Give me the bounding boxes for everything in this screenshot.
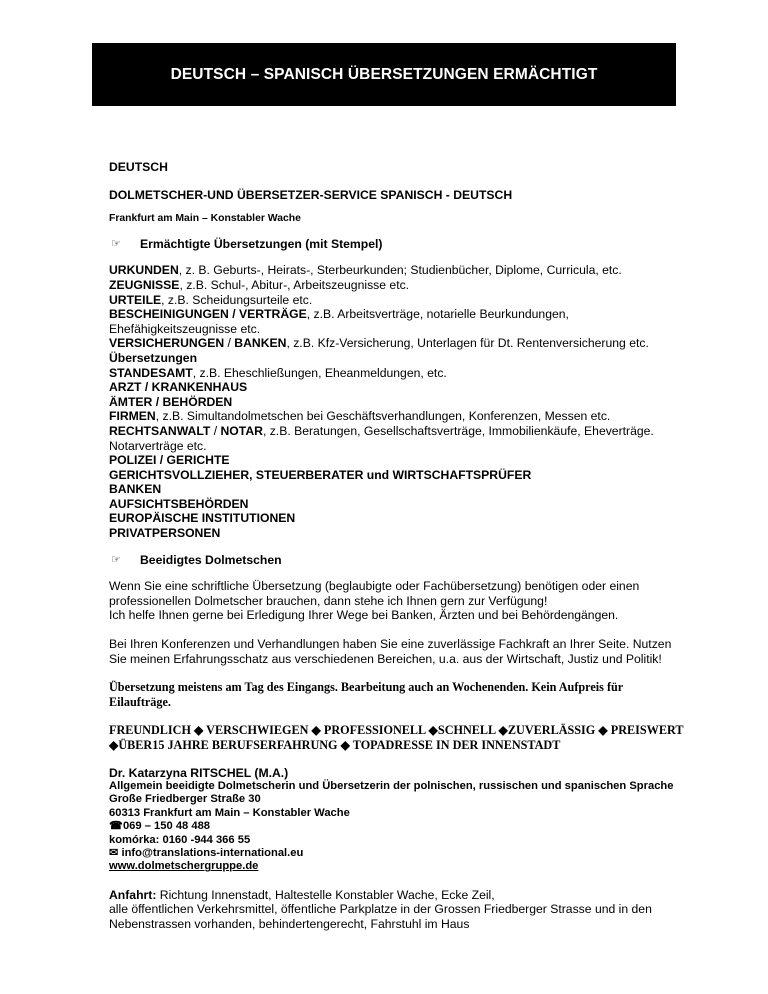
features-line: FREUNDLICH ◆ VERSCHWIEGEN ◆ PROFESSIONELL ◆SCHNELL ◆ZUVERLÄSSIG ◆ PREISWERT ◆ÜBER15 JAHRE BERUFSERFAHRUNG ◆ TOPADRESSE IN DER INNENSTADT xyxy=(109,723,684,752)
list-item: URKUNDEN, z. B. Geburts-, Heirats-, Sterbeurkunden; Studienbücher, Diplome, Curricula, etc. xyxy=(109,263,622,278)
list-item: ÄMTER / BEHÖRDEN xyxy=(109,394,233,409)
contact-street: Große Friedberger Straße 30 xyxy=(109,793,261,806)
notice-paragraph: Übersetzung meistens am Tag des Eingangs. Bearbeitung auch an Wochenenden. Kein Aufpreis für Eilaufträge. xyxy=(109,680,624,709)
mail-icon: ✉ xyxy=(109,847,119,860)
list-item: Notarverträge etc. xyxy=(109,438,207,453)
pointing-hand-icon: ☞ xyxy=(111,553,121,566)
section2-title: Beeidigtes Dolmetschen xyxy=(140,552,282,567)
service-heading: DOLMETSCHER-UND ÜBERSETZER-SERVICE SPANISCH - DEUTSCH xyxy=(109,187,513,202)
list-item: GERICHTSVOLLZIEHER, STEUERBERATER und WIRTSCHAFTSPRÜFER xyxy=(109,467,532,482)
language-heading: DEUTSCH xyxy=(109,160,168,174)
contact-block xyxy=(109,767,719,874)
contact-name: Dr. Katarzyna RITSCHEL (M.A.) xyxy=(109,765,289,780)
list-item: AUFSICHTSBEHÖRDEN xyxy=(109,496,249,511)
contact-mobile: komórka: 0160 -944 366 55 xyxy=(109,833,251,846)
intro-paragraph: Wenn Sie eine schriftliche Übersetzung (beglaubigte oder Fachübersetzung) benötigen oder einen professionellen Dolmetscher brauchen, dann stehe ich Ihnen gern zur Verfügung! Ich helfe Ihnen gerne bei Erledigung Ihrer Wege bei Banken, Ärzten und bei Behördengängen. xyxy=(109,579,640,623)
section1-heading xyxy=(109,237,719,252)
list-item: POLIZEI / GERICHTE xyxy=(109,453,230,468)
directions-label: Anfahrt: xyxy=(109,887,157,902)
list-item: BESCHEINIGUNGEN / VERTRÄGE, z.B. Arbeitsverträge, notarielle Beurkundungen, xyxy=(109,307,569,322)
list-item: ZEUGNISSE, z.B. Schul-, Abitur-, Arbeitszeugnisse etc. xyxy=(109,277,410,292)
title-banner xyxy=(92,43,676,106)
list-item: EUROPÄISCHE INSTITUTIONEN xyxy=(109,511,296,526)
phone-icon: ☎ xyxy=(109,820,123,833)
list-item: URTEILE, z.B. Scheidungsurteile etc. xyxy=(109,292,313,307)
section2-heading xyxy=(109,553,719,568)
list-item: Übersetzungen xyxy=(109,350,198,365)
conference-paragraph: Bei Ihren Konferenzen und Verhandlungen haben Sie eine zuverlässige Fachkraft an Ihrer Seite. Nutzen Sie meinen Erfahrungsschatz aus verschiedenen Bereichen, u.a. aus der Wirtschaft, Justiz und Politik! xyxy=(109,637,672,666)
section1-title: Ermächtigte Übersetzungen (mit Stempel) xyxy=(140,236,383,251)
list-item: VERSICHERUNGEN / BANKEN, z.B. Kfz-Versicherung, Unterlagen für Dt. Rentenversicherung etc. xyxy=(109,336,649,351)
contact-email[interactable]: ✉ info@translations-international.eu xyxy=(109,847,304,860)
list-item: Ehefähigkeitszeugnisse etc. xyxy=(109,321,261,336)
location-heading: Frankfurt am Main – Konstabler Wache xyxy=(109,213,301,225)
list-item: FIRMEN, z.B. Simultandolmetschen bei Geschäftsverhandlungen, Konferenzen, Messen etc. xyxy=(109,409,611,424)
contact-role: Allgemein beeidigte Dolmetscherin und Übersetzerin der polnischen, russischen und spanischen Sprache xyxy=(109,780,674,792)
list-item: BANKEN xyxy=(109,482,162,497)
website-link[interactable]: www.dolmetschergruppe.de xyxy=(109,860,259,873)
list-item: PRIVATPERSONEN xyxy=(109,526,221,541)
document-body xyxy=(109,160,719,932)
directions-paragraph: Anfahrt: Richtung Innenstadt, Haltestelle Konstabler Wache, Ecke Zeil, alle öffentlichen Verkehrsmittel, öffentliche Parkplatze in der Grossen Friedberger Strasse und in den Nebenstrassen vorhanden, behindertengerecht, Fahrstuhl im Haus xyxy=(109,887,652,932)
list-item: RECHTSANWALT / NOTAR, z.B. Beratungen, Gesellschaftsverträge, Immobilienkäufe, Eheverträge. xyxy=(109,423,654,438)
contact-city: 60313 Frankfurt am Main – Konstabler Wache xyxy=(109,806,350,819)
banner-title: DEUTSCH – SPANISCH ÜBERSETZUNGEN ERMÄCHTIGT xyxy=(170,65,598,83)
list-item: ARZT / KRANKENHAUS xyxy=(109,380,248,395)
list-item: STANDESAMT, z.B. Eheschließungen, Eheanmeldungen, etc. xyxy=(109,365,447,380)
contact-phone: ☎069 – 150 48 488 xyxy=(109,820,211,833)
pointing-hand-icon: ☞ xyxy=(111,237,121,250)
service-list xyxy=(109,263,719,540)
